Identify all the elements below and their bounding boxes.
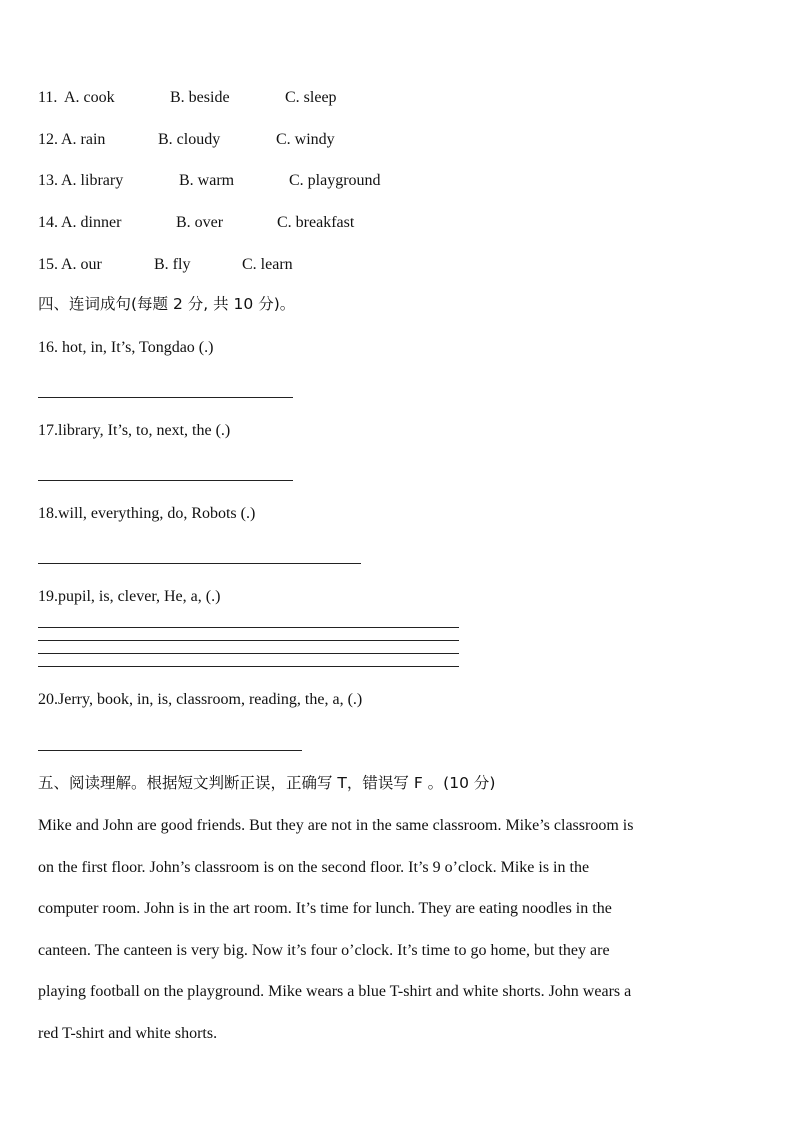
answer-line <box>38 653 459 654</box>
question-number: 12. <box>38 131 58 148</box>
passage-line: red T-shirt and white shorts. <box>38 1025 218 1042</box>
option-b: B. warm <box>179 172 235 189</box>
option-c: C. windy <box>276 131 335 148</box>
option-a: A. library <box>61 172 124 189</box>
passage-line: Mike and John are good friends. But they are not in the same classroom. Mike’s classroom is <box>38 817 634 834</box>
answer-line <box>38 627 459 628</box>
passage-line: on the first floor. John’s classroom is on the second floor. It’s 9 o’clock. Mike is in the <box>38 859 590 876</box>
option-a: A. dinner <box>61 214 122 231</box>
passage-line: playing football on the playground. Mike wears a blue T-shirt and white shorts. John wears a <box>38 983 632 1000</box>
reorder-question-19: 19.pupil, is, clever, He, a, (.) <box>38 588 221 605</box>
section-5-heading: 五、阅读理解。根据短文判断正误，正确写 T，错误写 F 。(10 分) <box>38 774 496 792</box>
answer-line <box>38 666 459 667</box>
option-c: C. learn <box>242 256 293 273</box>
answer-line <box>38 397 293 398</box>
option-a: A. rain <box>61 131 106 148</box>
answer-line <box>38 480 293 481</box>
reorder-question-17: 17.library, It’s, to, next, the (.) <box>38 422 231 439</box>
option-c: C. playground <box>289 172 381 189</box>
answer-line <box>38 563 361 564</box>
question-number: 11. <box>38 89 58 106</box>
question-number: 13. <box>38 172 58 189</box>
section-4-heading: 四、连词成句(每题 2 分, 共 10 分)。 <box>38 295 296 313</box>
option-c: C. sleep <box>285 89 337 106</box>
option-a: A. cook <box>64 89 115 106</box>
question-number: 15. <box>38 256 58 273</box>
reorder-question-18: 18.will, everything, do, Robots (.) <box>38 505 256 522</box>
option-b: B. beside <box>170 89 230 106</box>
reorder-question-16: 16. hot, in, It’s, Tongdao (.) <box>38 339 214 356</box>
option-b: B. cloudy <box>158 131 221 148</box>
option-a: A. our <box>61 256 102 273</box>
answer-line <box>38 750 302 751</box>
option-b: B. over <box>176 214 224 231</box>
reorder-question-20: 20.Jerry, book, in, is, classroom, reading, the, a, (.) <box>38 691 363 708</box>
question-number: 14. <box>38 214 58 231</box>
answer-line <box>38 640 459 641</box>
passage-line: computer room. John is in the art room. It’s time for lunch. They are eating noodles in the <box>38 900 612 917</box>
passage-line: canteen. The canteen is very big. Now it’s four o’clock. It’s time to go home, but they are <box>38 942 610 959</box>
option-b: B. fly <box>154 256 191 273</box>
option-c: C. breakfast <box>277 214 355 231</box>
